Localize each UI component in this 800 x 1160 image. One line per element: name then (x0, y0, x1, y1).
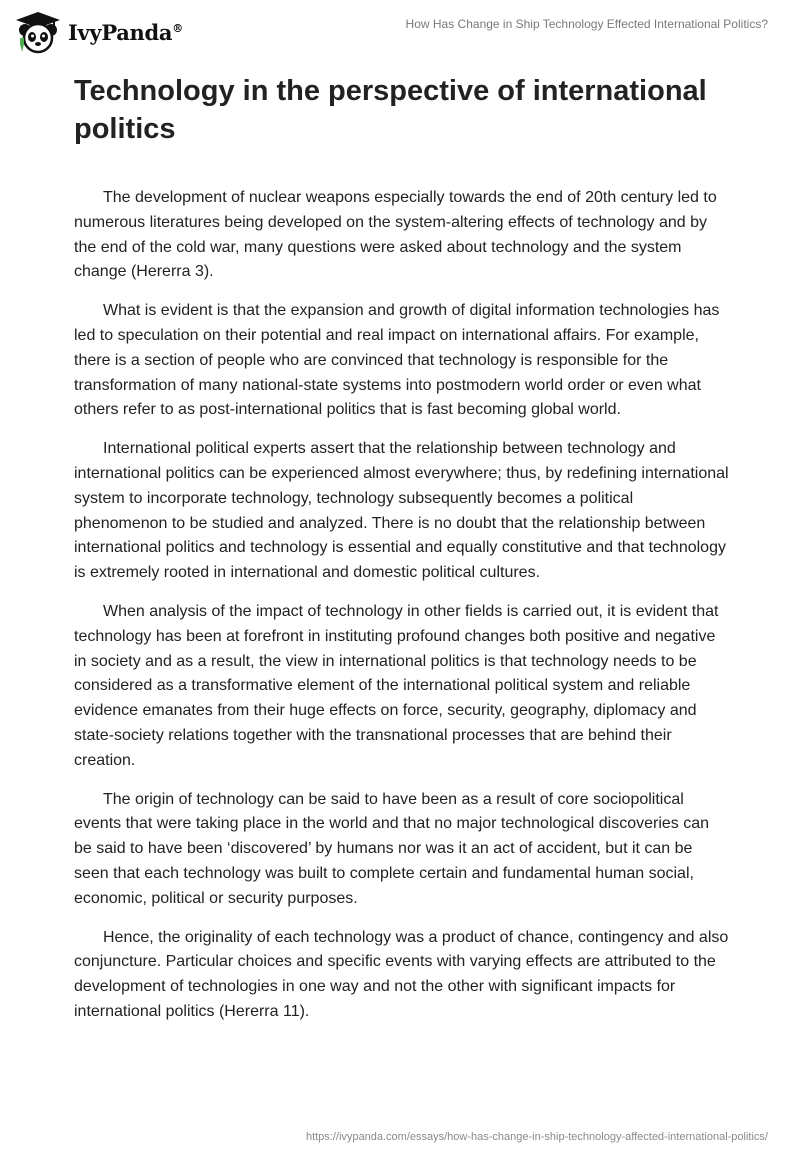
paragraph: Hence, the originality of each technology was a product of chance, contingency and also conjuncture. Particular choices and specific events with varying effects are attributed to the development of technologies in one way and not the other with significant impacts for international politics (Hererra 11). (74, 928, 729, 1020)
paragraph: When analysis of the impact of technology in other fields is carried out, it is evident that technology has been at forefront in instituting profound changes both positive and negative in society and as a result, the view in international politics is that technology needs to be considered as a transformative element of the international political system and reliable evidence emanates from their huge effects on force, security, geography, diplomacy and state-society relations together with the transnational processes that are behind their creation. (74, 602, 719, 769)
brand-name: IvyPanda® (68, 19, 183, 45)
article (74, 72, 730, 1039)
paragraph: The origin of technology can be said to have been as a result of core sociopolitical events that were taking place in the world and that no major technological discoveries can be said to have been ‘discovered’ by humans nor was it an act of accident, but it can be seen that each technology was built to complete certain and fundamental human social, economic, political or security purposes. (74, 790, 710, 907)
essay-title: How Has Change in Ship Technology Effected International Politics? (405, 17, 768, 31)
brand-logo[interactable] (14, 10, 183, 54)
page-header (0, 0, 800, 64)
article-body (74, 186, 730, 1025)
paragraph: The development of nuclear weapons especially towards the end of 20th century led to numerous literatures being developed on the system-altering effects of technology and by the end of the cold war, many questions were asked about technology and the system change (Hererra 3). (74, 189, 717, 281)
paragraph: What is evident is that the expansion and growth of digital information technologies has led to speculation on their potential and real impact on international affairs. For example, there is a section of people who are convinced that technology is responsible for the transformation of many national-state systems into postmodern world order or even what others refer to as post-international politics that is fast becoming global world. (74, 302, 720, 419)
source-url[interactable]: https://ivypanda.com/essays/how-has-change-in-ship-technology-affected-international-politics/ (305, 1131, 768, 1143)
article-heading: Technology in the perspective of international politics (74, 75, 707, 145)
panda-graduation-cap-icon (14, 10, 62, 54)
paragraph: International political experts assert that the relationship between technology and international politics can be experienced almost everywhere; thus, by redefining international system to incorporate technology, technology subsequently becomes a political phenomenon to be studied and analyzed. There is no doubt that the relationship between international politics and technology is essential and equally constitutive and that technology is extremely rooted in international and domestic political cultures. (74, 440, 729, 582)
